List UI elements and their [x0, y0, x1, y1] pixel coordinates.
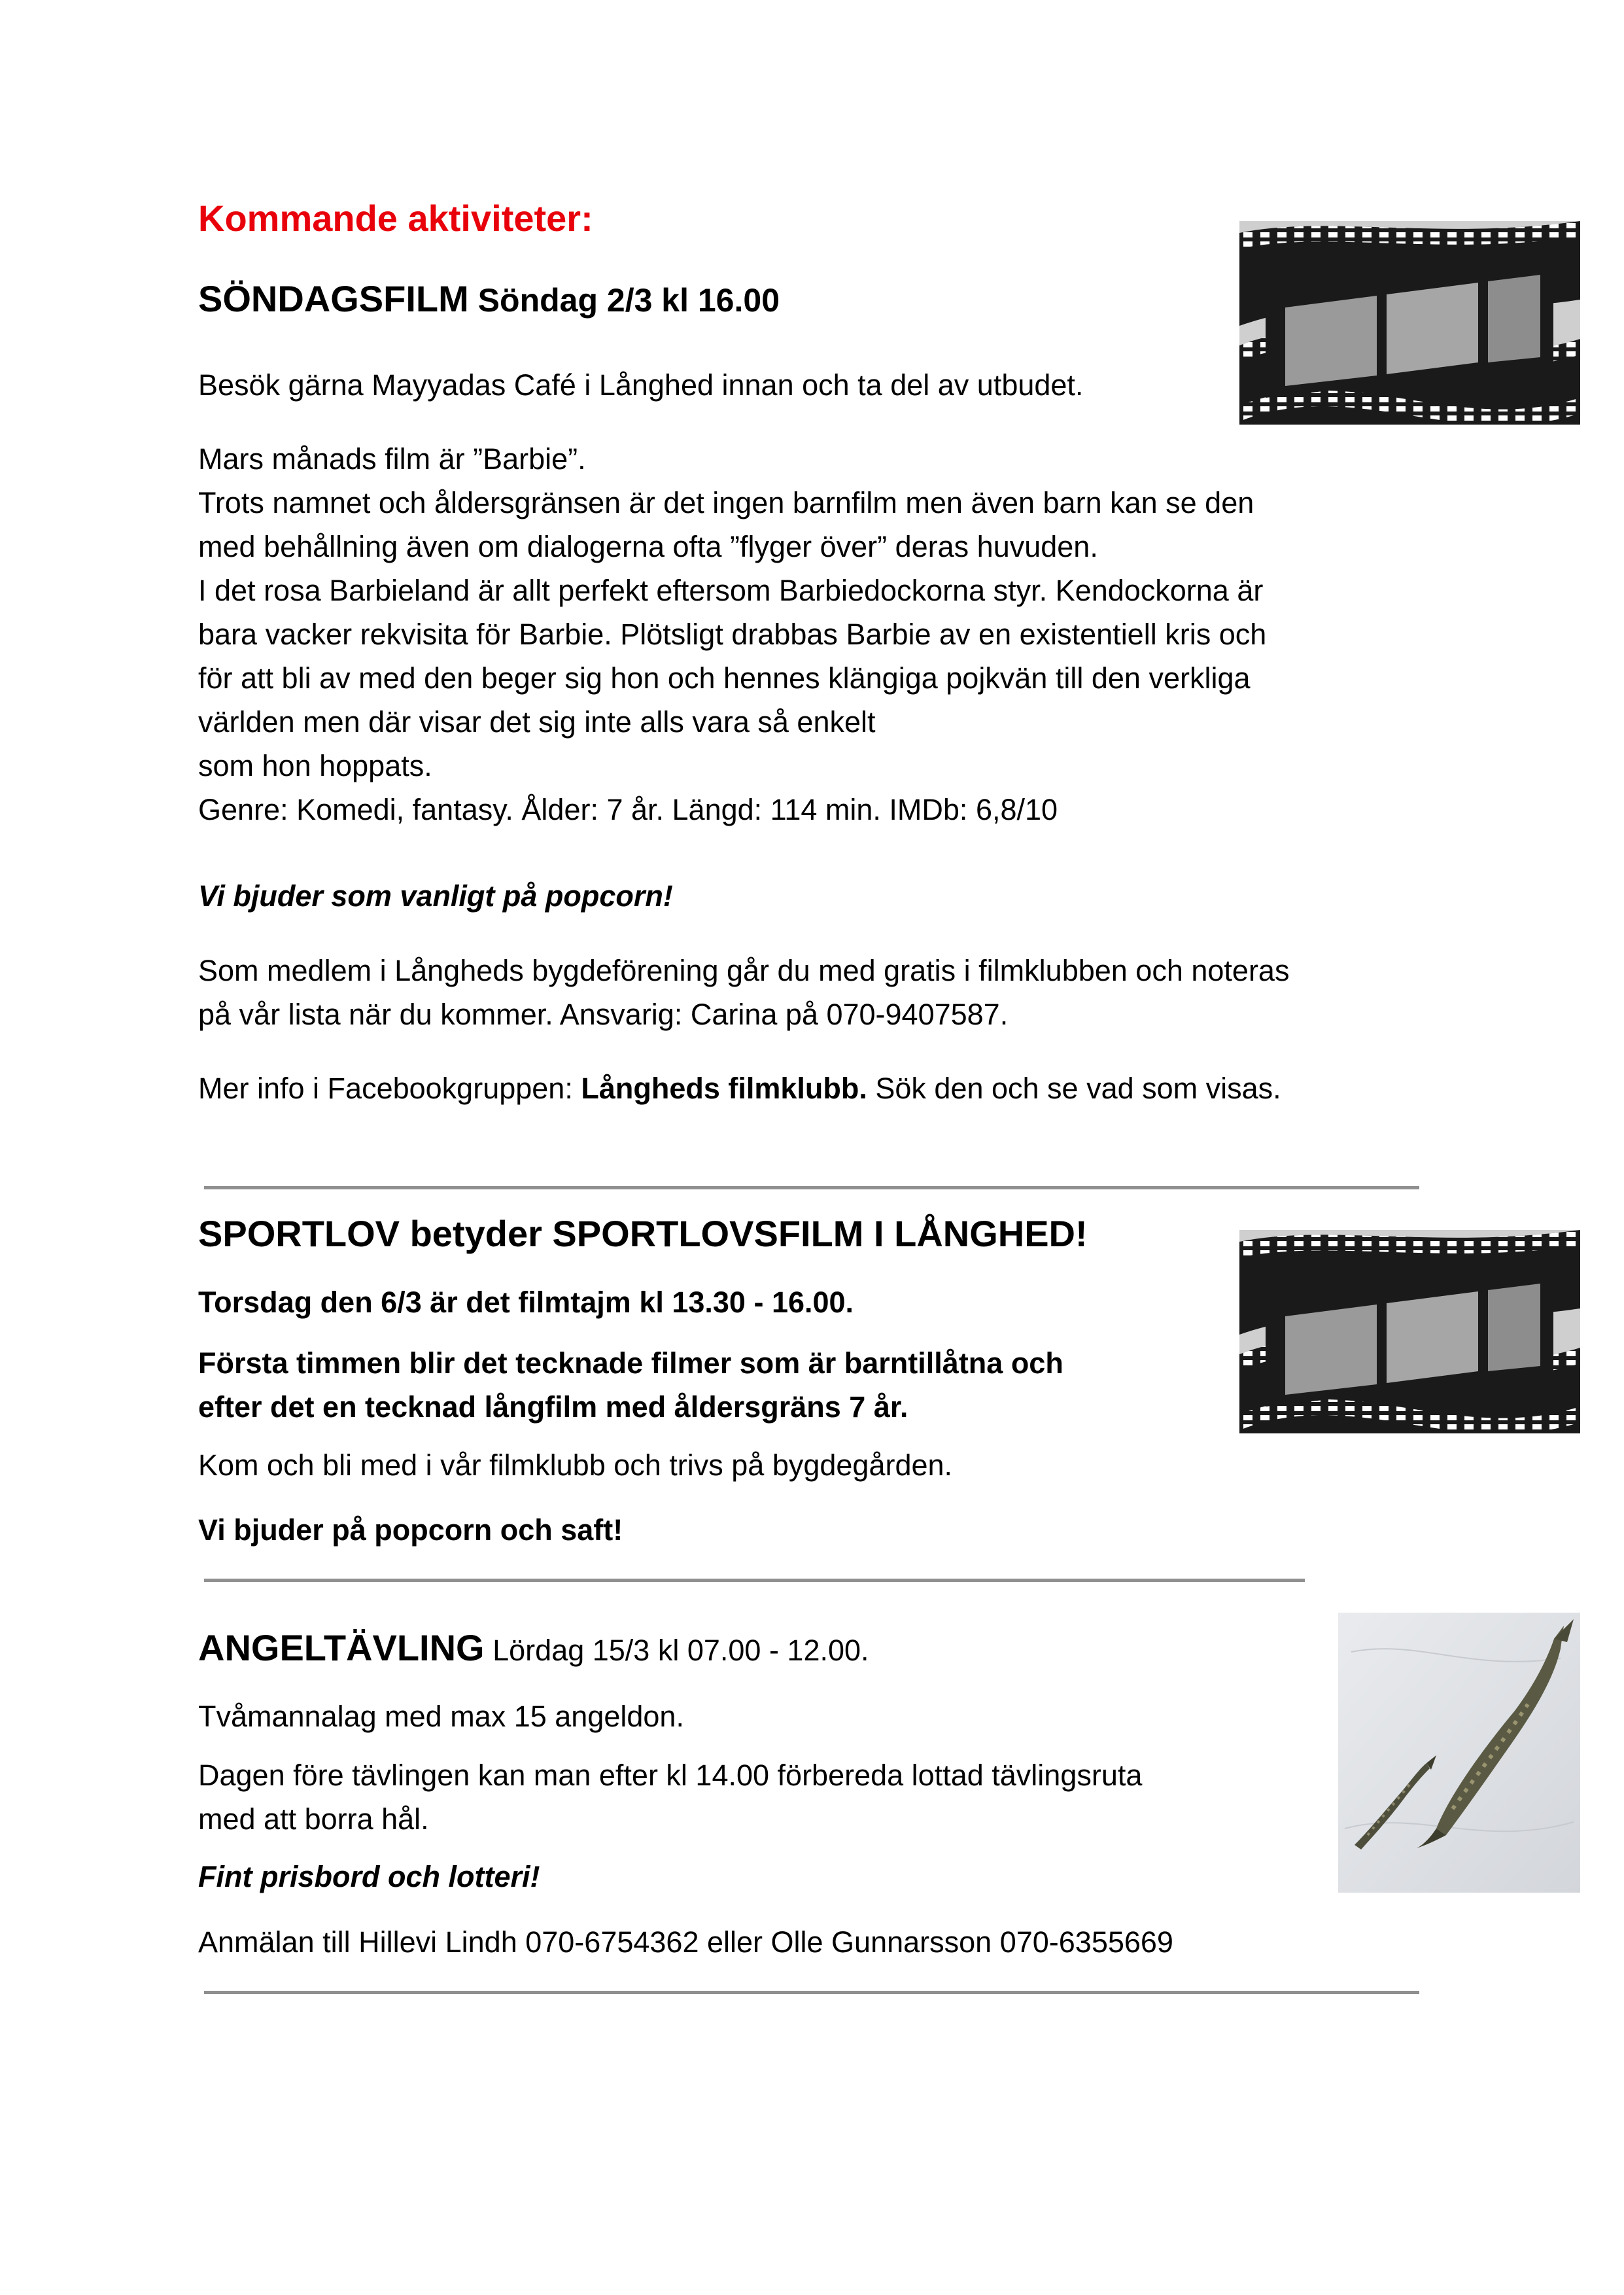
- film1-when: Söndag 2/3 kl 16.00: [477, 282, 780, 319]
- film1-membership: [198, 949, 1289, 1036]
- sportlov-plan-line: Första timmen blir det tecknade filmer som är barntillåtna och: [198, 1346, 1063, 1380]
- film1-description-line: bara vacker rekvisita för Barbie. Plötsligt drabbas Barbie av en existentiell kris och: [198, 618, 1267, 651]
- sportlov-treat: Vi bjuder på popcorn och saft!: [198, 1513, 623, 1547]
- film1-membership-line: Som medlem i Långheds bygdeförening går du med gratis i filmklubben och noteras: [198, 954, 1290, 987]
- film1-description-line: Genre: Komedi, fantasy. Ålder: 7 år. Längd: 114 min. IMDb: 6,8/10: [198, 793, 1058, 826]
- fishing-prep-line: Dagen före tävlingen kan man efter kl 14.00 förbereda lottad tävlingsruta: [198, 1759, 1143, 1792]
- fishing-prep: [198, 1753, 1142, 1841]
- fishing-title: ANGELTÄVLING: [198, 1627, 485, 1668]
- facebook-group-name: Långheds filmklubb.: [581, 1072, 867, 1105]
- film1-description-line: med behållning även om dialogerna ofta ”flyger över” deras huvuden.: [198, 530, 1098, 563]
- film1-title: SÖNDAGSFILM: [198, 278, 469, 319]
- film-strip-image: [1239, 1230, 1580, 1433]
- film1-description-line: Trots namnet och åldersgränsen är det ingen barnfilm men även barn kan se den: [198, 486, 1254, 519]
- section-divider: [204, 1186, 1419, 1189]
- film1-description-line: Mars månads film är ”Barbie”.: [198, 442, 586, 476]
- section-divider: [204, 1991, 1419, 1994]
- page-heading: Kommande aktiviteter:: [198, 198, 593, 239]
- film1-description-line: I det rosa Barbieland är allt perfekt eftersom Barbiedockorna styr. Kendockorna är: [198, 574, 1264, 607]
- sportlov-title: SPORTLOV betyder SPORTLOVSFILM I LÅNGHED!: [198, 1213, 1088, 1254]
- film1-cafe: Besök gärna Mayyadas Café i Långhed innan och ta del av utbudet.: [198, 368, 1084, 402]
- film-strip-icon: [1239, 221, 1580, 425]
- film1-info-prefix: Mer info i Facebookgruppen:: [198, 1072, 581, 1105]
- film-strip-icon: [1239, 1230, 1580, 1433]
- film1-popcorn: Vi bjuder som vanligt på popcorn!: [198, 879, 673, 913]
- fishing-prizes: Fint prisbord och lotteri!: [198, 1860, 540, 1893]
- fishing-prep-line: med att borra hål.: [198, 1802, 429, 1836]
- fishing-when: Lördag 15/3 kl 07.00 - 12.00.: [492, 1634, 869, 1667]
- film1-description-line: världen men där visar det sig inte alls vara så enkelt: [198, 705, 876, 739]
- sportlov-plan-line: efter det en tecknad långfilm med åldersgräns 7 år.: [198, 1390, 908, 1424]
- sportlov-when: Torsdag den 6/3 är det filmtajm kl 13.30 - 16.00.: [198, 1286, 854, 1319]
- film1-info: [198, 1066, 1281, 1110]
- film1-description-line: som hon hoppats.: [198, 749, 432, 782]
- film1-title-line: [198, 277, 780, 323]
- sportlov-join: Kom och bli med i vår filmklubb och trivs på bygdegården.: [198, 1448, 953, 1482]
- fishing-teams: Tvåmannalag med max 15 angeldon.: [198, 1700, 684, 1733]
- film1-membership-line: på vår lista när du kommer. Ansvarig: Carina på 070-9407587.: [198, 998, 1009, 1031]
- film-strip-image: [1239, 221, 1580, 425]
- fishing-signup: Anmälan till Hillevi Lindh 070-6754362 eller Olle Gunnarsson 070-6355669: [198, 1925, 1173, 1959]
- pike-on-ice-icon: [1338, 1613, 1580, 1893]
- pike-photo: [1338, 1613, 1580, 1893]
- section-divider: [204, 1579, 1305, 1582]
- film1-info-suffix: Sök den och se vad som visas.: [867, 1072, 1281, 1105]
- sportlov-plan: [198, 1341, 1063, 1429]
- fishing-title-line: [198, 1626, 869, 1672]
- film1-description: [198, 437, 1266, 832]
- film1-description-line: för att bli av med den beger sig hon och hennes klängiga pojkvän till den verkliga: [198, 661, 1251, 695]
